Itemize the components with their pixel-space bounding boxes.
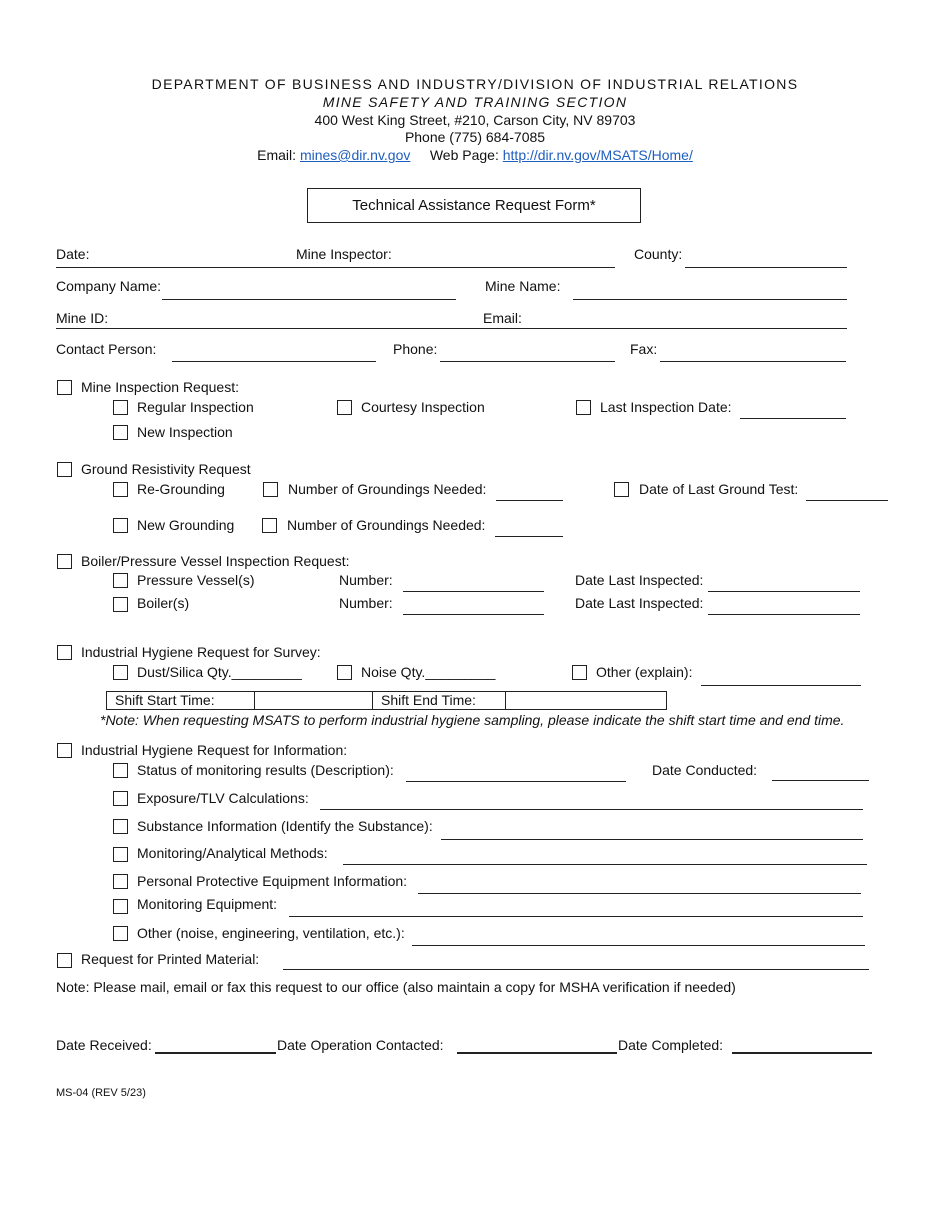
email-link[interactable]: mines@dir.nv.gov xyxy=(299,147,411,163)
groundings-needed-2-field[interactable] xyxy=(495,536,563,537)
hygiene-info-title: Industrial Hygiene Request for Information: xyxy=(81,742,348,758)
hygiene-survey-checkbox[interactable] xyxy=(57,645,72,660)
dust-silica-label: Dust/Silica Qty._________ xyxy=(137,664,302,680)
fax-label: Fax: xyxy=(630,341,658,357)
pressure-date-label: Date Last Inspected: xyxy=(575,572,704,588)
last-inspection-field[interactable] xyxy=(740,418,846,419)
contact-person-field[interactable] xyxy=(172,361,376,362)
county-field[interactable] xyxy=(685,267,847,268)
mine-inspector-label: Mine Inspector: xyxy=(296,246,392,262)
last-inspection-label: Last Inspection Date: xyxy=(600,399,732,415)
mine-id-label: Mine ID: xyxy=(56,310,109,326)
ppe-label: Personal Protective Equipment Information: xyxy=(137,873,408,889)
shift-time-table xyxy=(106,691,667,710)
last-ground-test-label: Date of Last Ground Test: xyxy=(639,481,799,497)
shift-start-field[interactable] xyxy=(255,692,373,710)
mine-inspection-checkbox[interactable] xyxy=(57,380,72,395)
shift-end-field[interactable] xyxy=(506,692,667,710)
pressure-vessel-checkbox[interactable] xyxy=(113,573,128,588)
date-completed-field[interactable] xyxy=(732,1052,872,1054)
email-label: Email: xyxy=(257,147,297,163)
status-monitoring-label: Status of monitoring results (Description): xyxy=(137,762,394,778)
regular-inspection-checkbox[interactable] xyxy=(113,400,128,415)
fax-field[interactable] xyxy=(660,361,846,362)
boiler-date-label: Date Last Inspected: xyxy=(575,595,704,611)
date-contacted-label: Date Operation Contacted: xyxy=(277,1037,444,1053)
pressure-vessel-label: Pressure Vessel(s) xyxy=(137,572,255,588)
groundings-needed-1-field[interactable] xyxy=(496,500,563,501)
date-conducted-field[interactable] xyxy=(772,780,869,781)
ppe-field[interactable] xyxy=(418,893,861,894)
other-info-label: Other (noise, engineering, ventilation, etc.): xyxy=(137,925,405,941)
contact-person-label: Contact Person: xyxy=(56,341,157,357)
boiler-request-checkbox[interactable] xyxy=(57,554,72,569)
groundings-needed-1-label: Number of Groundings Needed: xyxy=(288,481,487,497)
groundings-needed-2-checkbox[interactable] xyxy=(262,518,277,533)
company-name-label: Company Name: xyxy=(56,278,162,294)
regular-inspection-label: Regular Inspection xyxy=(137,399,254,415)
shift-end-label: Shift End Time: xyxy=(373,692,506,710)
new-grounding-checkbox[interactable] xyxy=(113,518,128,533)
substance-field[interactable] xyxy=(441,839,863,840)
monitoring-equipment-checkbox[interactable] xyxy=(113,899,128,914)
ppe-checkbox[interactable] xyxy=(113,874,128,889)
last-ground-test-field[interactable] xyxy=(806,500,888,501)
web-link[interactable]: http://dir.nv.gov/MSATS/Home/ xyxy=(502,147,693,163)
phone-line: Phone (775) 684-7085 xyxy=(404,129,546,145)
boiler-number-field[interactable] xyxy=(403,614,544,615)
pressure-number-field[interactable] xyxy=(403,591,544,592)
shift-start-label: Shift Start Time: xyxy=(107,692,255,710)
date-received-field[interactable] xyxy=(155,1052,276,1054)
printed-material-checkbox[interactable] xyxy=(57,953,72,968)
date-label: Date: xyxy=(56,246,90,262)
methods-label: Monitoring/Analytical Methods: xyxy=(137,845,328,861)
mail-note: Note: Please mail, email or fax this request to our office (also maintain a copy for MSHA verification if needed) xyxy=(56,979,736,995)
dust-silica-checkbox[interactable] xyxy=(113,665,128,680)
ground-resistivity-checkbox[interactable] xyxy=(57,462,72,477)
ground-resistivity-title: Ground Resistivity Request xyxy=(81,461,251,477)
exposure-field[interactable] xyxy=(320,809,863,810)
date-conducted-label: Date Conducted: xyxy=(652,762,758,778)
printed-material-field[interactable] xyxy=(283,969,869,970)
groundings-needed-2-label: Number of Groundings Needed: xyxy=(287,517,486,533)
date-received-label: Date Received: xyxy=(56,1037,152,1053)
pressure-date-field[interactable] xyxy=(708,591,860,592)
form-id: MS-04 (REV 5/23) xyxy=(56,1087,146,1099)
last-ground-test-checkbox[interactable] xyxy=(614,482,629,497)
pressure-number-label: Number: xyxy=(339,572,393,588)
other-info-checkbox[interactable] xyxy=(113,926,128,941)
other-info-field[interactable] xyxy=(412,945,865,946)
regrounding-label: Re-Grounding xyxy=(137,481,225,497)
hygiene-survey-title: Industrial Hygiene Request for Survey: xyxy=(81,644,321,660)
hygiene-info-checkbox[interactable] xyxy=(57,743,72,758)
boiler-checkbox[interactable] xyxy=(113,597,128,612)
phone-label: Phone: xyxy=(393,341,438,357)
last-inspection-checkbox[interactable] xyxy=(576,400,591,415)
status-monitoring-checkbox[interactable] xyxy=(113,763,128,778)
mine-inspection-title: Mine Inspection Request: xyxy=(81,379,239,395)
date-completed-label: Date Completed: xyxy=(618,1037,724,1053)
exposure-checkbox[interactable] xyxy=(113,791,128,806)
printed-material-label: Request for Printed Material: xyxy=(81,951,260,967)
department-heading: DEPARTMENT OF BUSINESS AND INDUSTRY/DIVISION OF INDUSTRIAL RELATIONS xyxy=(151,76,799,92)
courtesy-inspection-label: Courtesy Inspection xyxy=(361,399,485,415)
boiler-date-field[interactable] xyxy=(708,614,860,615)
other-survey-field[interactable] xyxy=(701,685,861,686)
substance-checkbox[interactable] xyxy=(113,819,128,834)
boiler-label: Boiler(s) xyxy=(137,595,190,611)
section-heading: MINE SAFETY AND TRAINING SECTION xyxy=(322,94,628,110)
substance-label: Substance Information (Identify the Substance): xyxy=(137,818,433,834)
regrounding-checkbox[interactable] xyxy=(113,482,128,497)
form-title: Technical Assistance Request Form* xyxy=(307,188,641,223)
contact-line xyxy=(0,146,950,164)
boiler-request-title: Boiler/Pressure Vessel Inspection Request: xyxy=(81,553,350,569)
methods-field[interactable] xyxy=(343,864,867,865)
web-label: Web Page: xyxy=(429,147,499,163)
date-contacted-field[interactable] xyxy=(457,1052,617,1054)
mine-name-field[interactable] xyxy=(573,299,847,300)
new-inspection-label: New Inspection xyxy=(137,424,233,440)
other-survey-checkbox[interactable] xyxy=(572,665,587,680)
status-monitoring-field[interactable] xyxy=(406,781,626,782)
methods-checkbox[interactable] xyxy=(113,847,128,862)
monitoring-equipment-label: Monitoring Equipment: xyxy=(137,896,278,912)
hygiene-note: *Note: When requesting MSATS to perform industrial hygiene sampling, please indicate the shift start time and end time. xyxy=(100,712,845,728)
monitoring-equipment-field[interactable] xyxy=(289,916,863,917)
courtesy-inspection-checkbox[interactable] xyxy=(337,400,352,415)
groundings-needed-1-checkbox[interactable] xyxy=(263,482,278,497)
county-label: County: xyxy=(634,246,683,262)
noise-label: Noise Qty._________ xyxy=(361,664,496,680)
new-grounding-label: New Grounding xyxy=(137,517,235,533)
exposure-label: Exposure/TLV Calculations: xyxy=(137,790,309,806)
company-name-field[interactable] xyxy=(162,299,456,300)
email-field-label: Email: xyxy=(483,310,522,326)
other-survey-label: Other (explain): xyxy=(596,664,693,680)
phone-field[interactable] xyxy=(440,361,615,362)
address: 400 West King Street, #210, Carson City, NV 89703 xyxy=(314,112,636,128)
mine-name-label: Mine Name: xyxy=(485,278,561,294)
noise-checkbox[interactable] xyxy=(337,665,352,680)
date-inspector-line[interactable] xyxy=(56,267,615,268)
boiler-number-label: Number: xyxy=(339,595,393,611)
new-inspection-checkbox[interactable] xyxy=(113,425,128,440)
mine-id-email-line[interactable] xyxy=(56,328,847,329)
